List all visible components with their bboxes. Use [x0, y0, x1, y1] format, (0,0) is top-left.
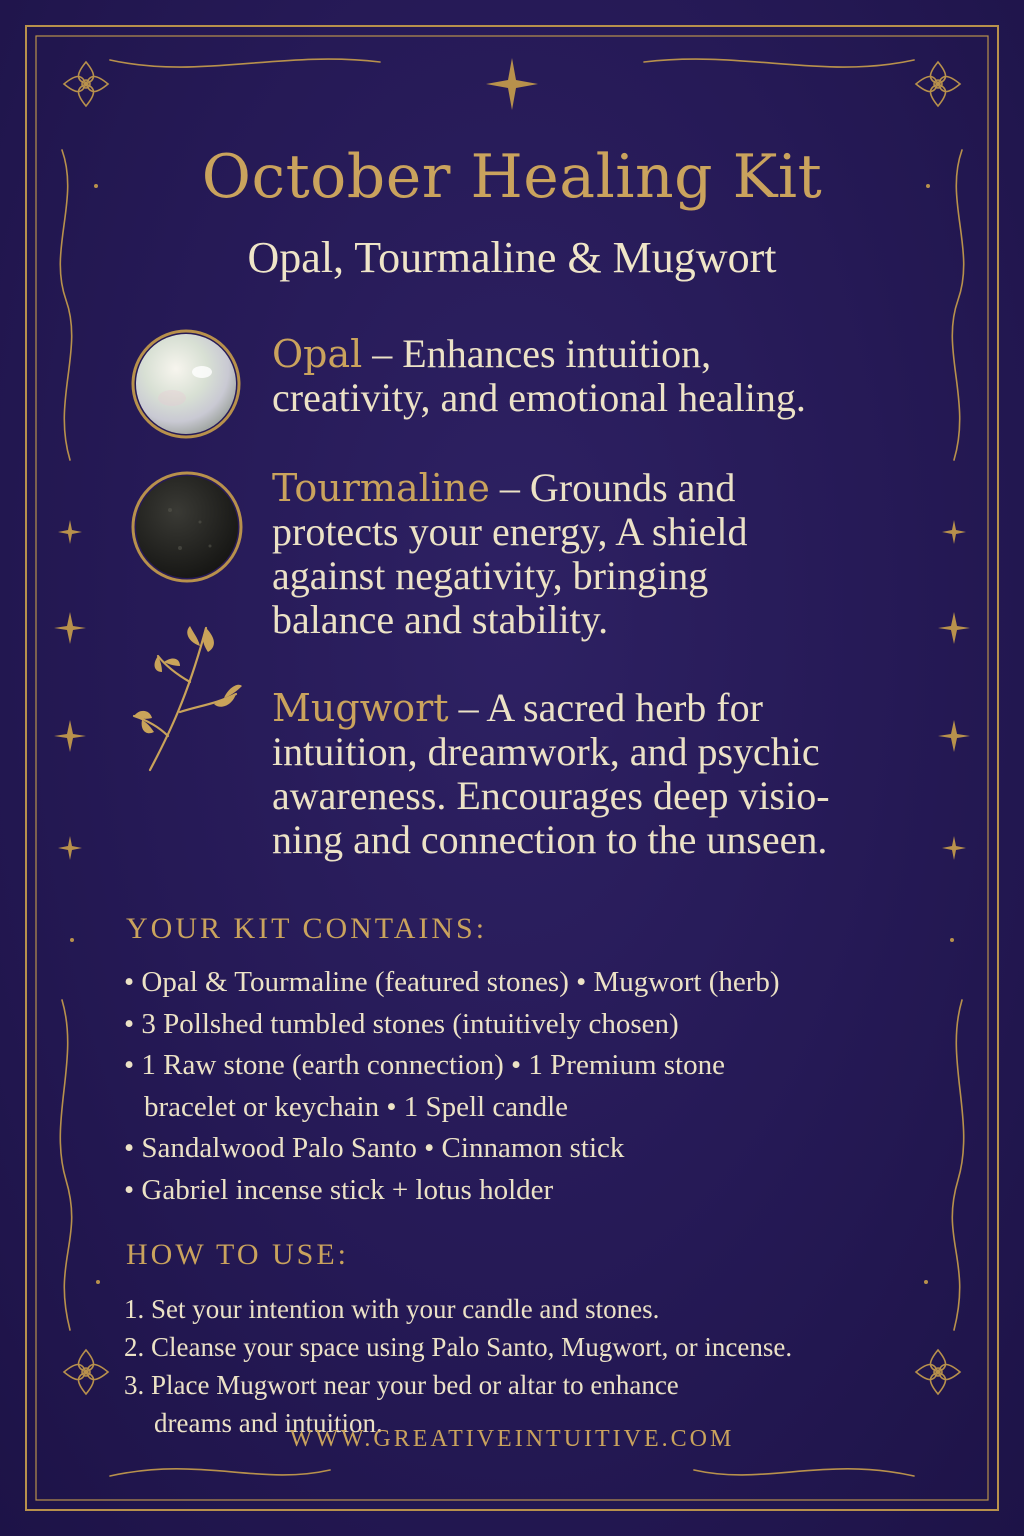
mugwort-line-4: ning and connection to the unseen.	[272, 817, 828, 862]
opal-name: Opal	[272, 332, 363, 376]
opal-description	[272, 332, 912, 420]
mugwort-line-3: awareness. Encourages deep visio-	[272, 773, 830, 818]
kit-contents-list	[124, 962, 944, 1211]
opal-line-2: creativity, and emotional healing.	[272, 375, 806, 420]
tourmaline-description	[272, 466, 912, 642]
tourmaline-name: Tourmaline	[272, 466, 490, 510]
list-item: dreams and intuition.	[154, 1408, 383, 1438]
page-subtitle: Opal, Tourmaline & Mugwort	[247, 233, 777, 282]
list-item: • Sandalwood Palo Santo • Cinnamon stick	[124, 1132, 625, 1164]
tourmaline-line-4: balance and stability.	[272, 597, 609, 642]
mugwort-sprig-icon	[128, 616, 246, 774]
tourmaline-line-3: against negativity, bringing	[272, 553, 709, 598]
opal-separator: –	[362, 331, 403, 376]
page-title: October Healing Kit	[201, 142, 823, 212]
how-to-use-heading: HOW TO USE:	[126, 1238, 350, 1271]
website-url: WWW.GREATIVEINTUITIVE.COM	[289, 1426, 735, 1452]
tourmaline-separator: –	[489, 465, 530, 510]
tourmaline-stone-icon	[130, 470, 244, 584]
mugwort-name: Mugwort	[272, 686, 449, 730]
tourmaline-line-1: Grounds and	[529, 465, 736, 510]
list-item: • Gabriel incense stick + lotus holder	[124, 1173, 554, 1206]
list-item: • Opal & Tourmaline (featured stones) • Mugwort (herb)	[124, 966, 780, 998]
mugwort-description	[272, 686, 912, 862]
how-to-use-list	[124, 1290, 964, 1442]
opal-stone-icon	[130, 328, 242, 440]
mugwort-line-2: intuition, dreamwork, and psychic	[272, 729, 820, 774]
kit-contents-heading: YOUR KIT CONTAINS:	[126, 912, 488, 945]
mugwort-line-1: A sacred herb for	[486, 685, 763, 730]
list-item: 2. Cleanse your space using Palo Santo, Mugwort, or incense.	[124, 1332, 793, 1362]
mugwort-separator: –	[448, 685, 487, 730]
list-item: bracelet or keychain • 1 Spell candle	[144, 1090, 569, 1123]
list-item: • 1 Raw stone (earth connection) • 1 Premium stone	[124, 1049, 725, 1081]
list-item: • 3 Pollshed tumbled stones (intuitively chosen)	[124, 1007, 679, 1040]
opal-line-1: Enhances intuition,	[402, 331, 712, 376]
tourmaline-line-2: protects your energy, A shield	[272, 509, 748, 554]
list-item: 3. Place Mugwort near your bed or altar to enhance	[124, 1370, 679, 1400]
list-item: 1. Set your intention with your candle and stones.	[124, 1294, 660, 1324]
